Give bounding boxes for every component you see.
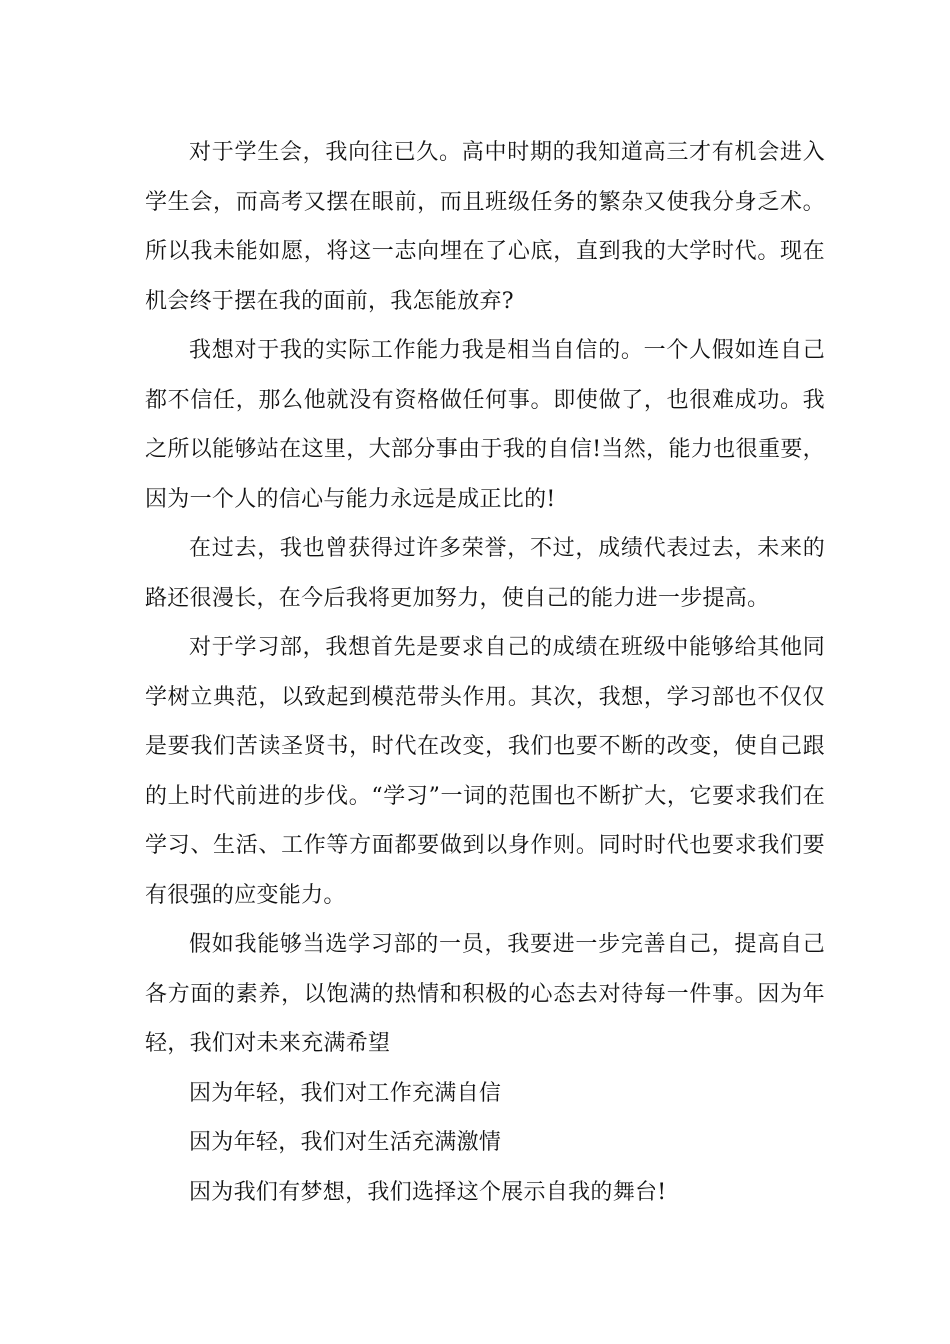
paragraph-5: 假如我能够当选学习部的一员，我要进一步完善自己，提高自己各方面的素养，以饱满的热情和积极的心态去对待每一件事。因为年轻，我们对未来充满希望 xyxy=(145,932,825,1056)
document-body xyxy=(145,128,825,1217)
paragraph-3: 在过去，我也曾获得过许多荣誉，不过，成绩代表过去，未来的路还很漫长，在今后我将更加努力，使自己的能力进一步提高。 xyxy=(145,536,825,611)
paragraph-6: 因为年轻，我们对工作充满自信 xyxy=(189,1080,502,1106)
paragraph-4: 对于学习部，我想首先是要求自己的成绩在班级中能够给其他同学树立典范，以致起到模范带头作用。其次，我想，学习部也不仅仅是要我们苦读圣贤书，时代在改变，我们也要不断的改变，使自己跟的上时代前进的步伐。“学习”一词的范围也不断扩大，它要求我们在学习、生活、工作等方面都要做到以身作则。同时时代也要求我们要有很强的应变能力。 xyxy=(145,635,825,908)
paragraph-8: 因为我们有梦想，我们选择这个展示自我的舞台! xyxy=(189,1179,667,1205)
paragraph-7: 因为年轻，我们对生活充满激情 xyxy=(189,1130,502,1155)
paragraph-1: 对于学生会，我向往已久。高中时期的我知道高三才有机会进入学生会，而高考又摆在眼前，而且班级任务的繁杂又使我分身乏术。所以我未能如愿，将这一志向埋在了心底，直到我的大学时代。现在机会终于摆在我的面前，我怎能放弃? xyxy=(145,140,825,314)
paragraph-2: 我想对于我的实际工作能力我是相当自信的。一个人假如连自己都不信任，那么他就没有资格做任何事。即使做了，也很难成功。我之所以能够站在这里，大部分事由于我的自信!当然，能力也很重要，因为一个人的信心与能力永远是成正比的! xyxy=(145,338,825,512)
